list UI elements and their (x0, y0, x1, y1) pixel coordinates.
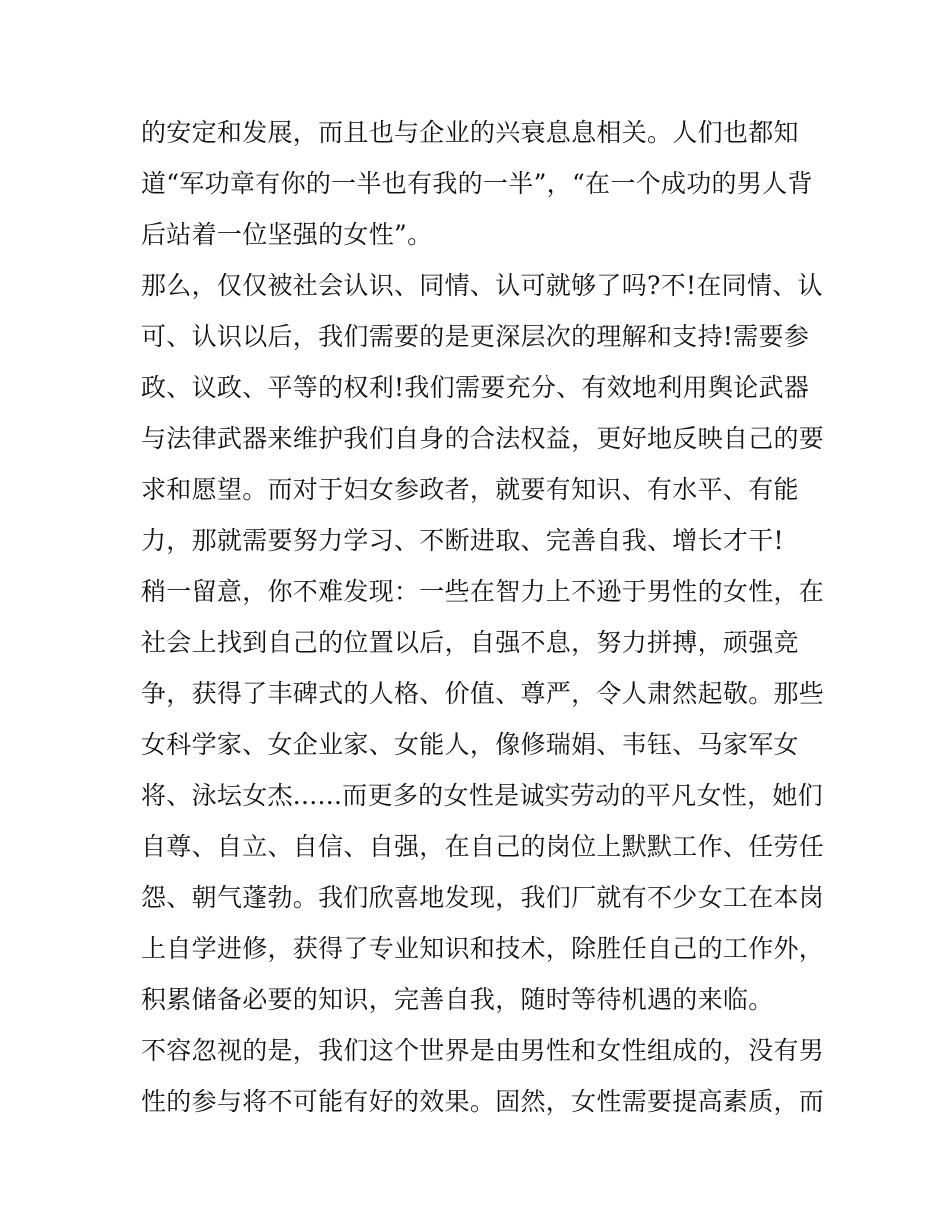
text-line: 政、议政、平等的权利!我们需要充分、有效地利用舆论武器 (141, 373, 810, 402)
text-line: 道“军功章有你的一半也有我的一半”，“在一个成功的男人背 (141, 169, 813, 198)
text-line: 后站着一位坚强的女性”。 (141, 220, 433, 249)
document-body (141, 107, 825, 1127)
text-line: 积累储备必要的知识，完善自我，随时等待机遇的来临。 (141, 985, 774, 1014)
text-line: 求和愿望。而对于妇女参政者，就要有知识、有水平、有能 (141, 475, 799, 504)
text-line: 那么，仅仅被社会认识、同情、认可就够了吗?不!在同情、认 (141, 271, 823, 300)
text-line: 社会上找到自己的位置以后，自强不息，努力拼搏，顽强竞 (141, 628, 799, 657)
text-line: 上自学进修，获得了专业知识和技术，除胜任自己的工作外， (141, 934, 825, 963)
text-line: 的安定和发展，而且也与企业的兴衰息息相关。人们也都知 (141, 118, 799, 147)
text-line: 性的参与将不可能有好的效果。固然，女性需要提高素质，而 (141, 1087, 825, 1116)
text-line: 将、泳坛女杰......而更多的女性是诚实劳动的平凡女性，她们 (141, 781, 823, 810)
text-line: 与法律武器来维护我们自身的合法权益，更好地反映自己的要 (141, 424, 825, 453)
text-line: 不容忽视的是，我们这个世界是由男性和女性组成的，没有男 (141, 1036, 825, 1065)
text-line: 力，那就需要努力学习、不断进取、完善自我、增长才干! (141, 526, 784, 555)
text-line: 可、认识以后，我们需要的是更深层次的理解和支持!需要参 (141, 322, 810, 351)
text-line: 自尊、自立、自信、自强，在自己的岗位上默默工作、任劳任 (141, 832, 825, 861)
text-line: 争，获得了丰碑式的人格、价值、尊严，令人肃然起敬。那些 (141, 679, 825, 708)
text-line: 女科学家、女企业家、女能人，像修瑞娟、韦钰、马家军女 (141, 730, 799, 759)
text-line: 怨、朝气蓬勃。我们欣喜地发现，我们厂就有不少女工在本岗 (141, 883, 825, 912)
text-line: 稍一留意，你不难发现：一些在智力上不逊于男性的女性，在 (141, 577, 825, 606)
